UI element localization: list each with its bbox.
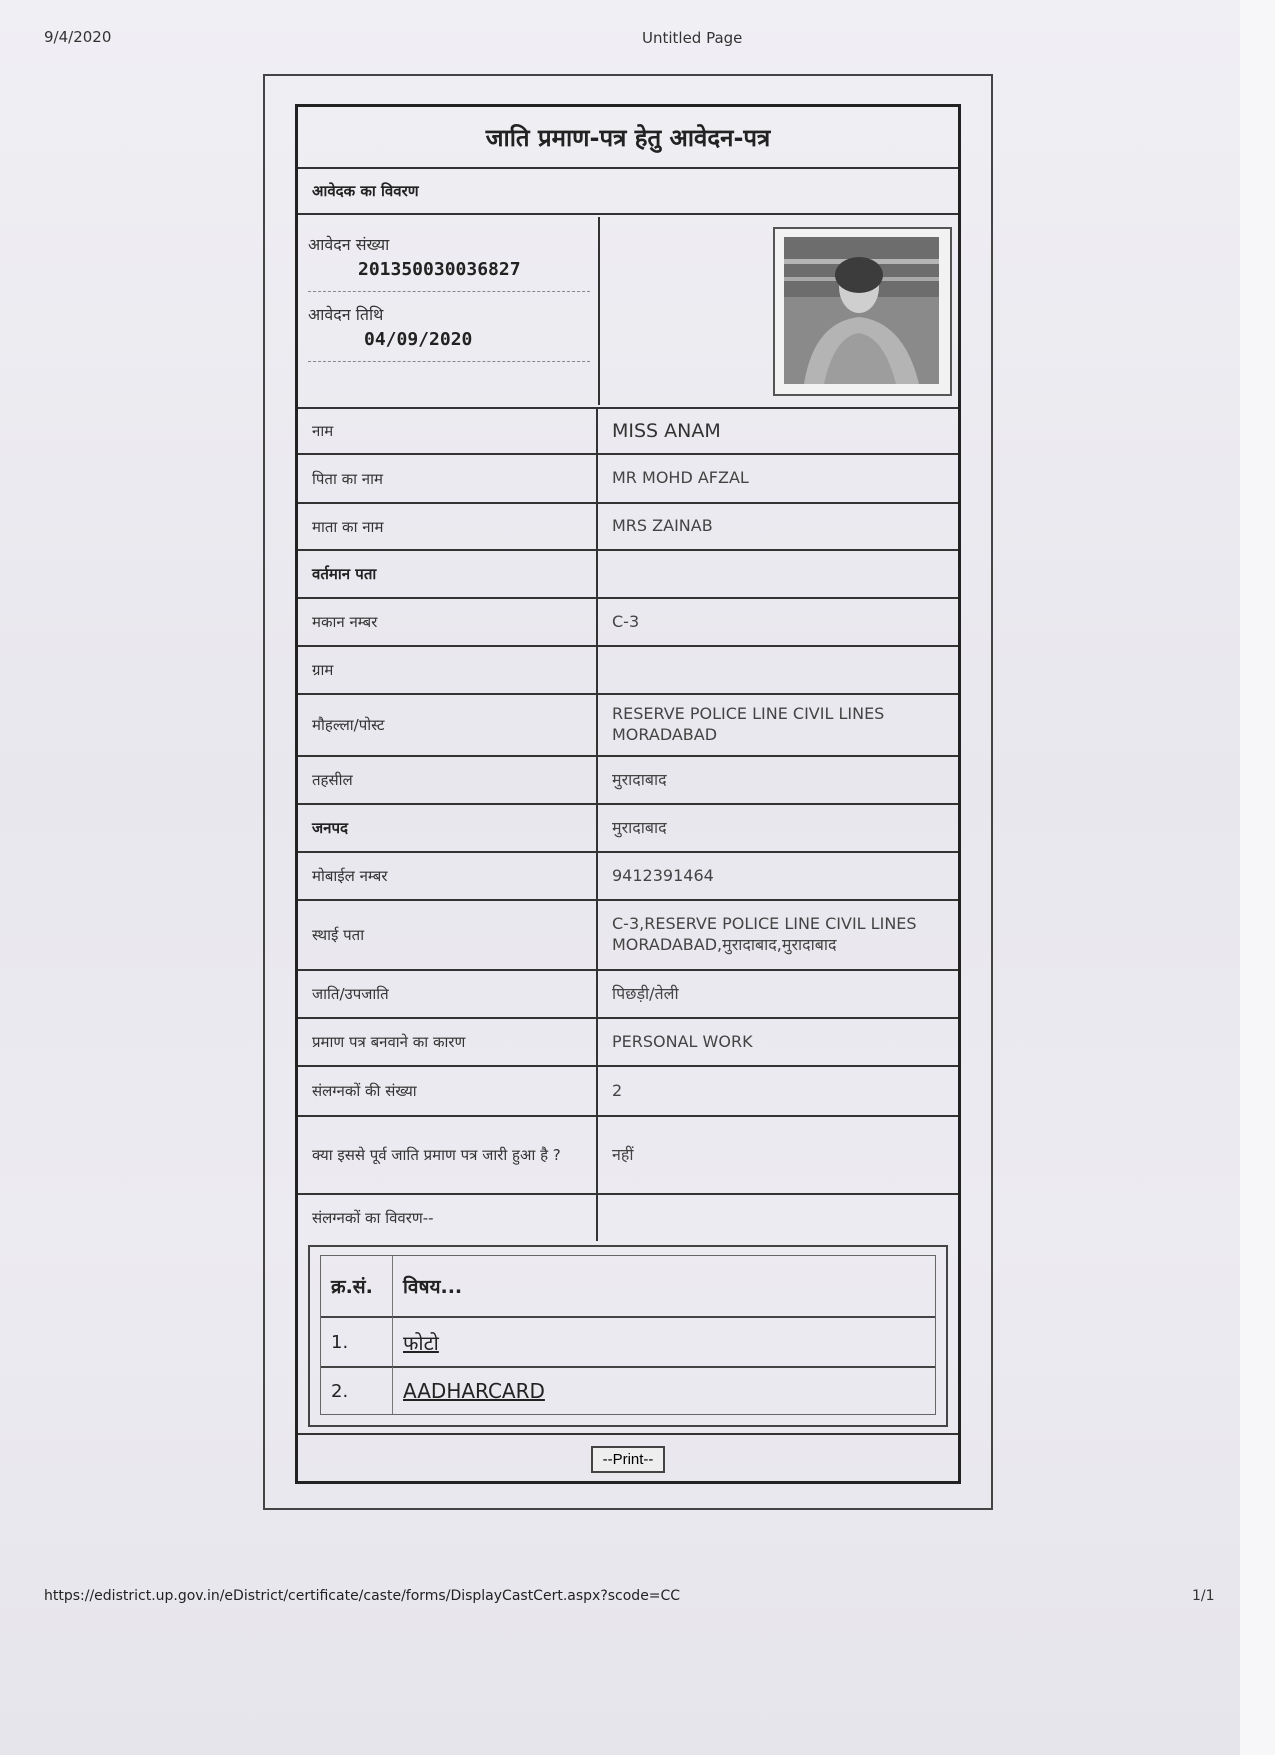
field-value: PERSONAL WORK	[612, 1031, 753, 1051]
table-row	[393, 1366, 935, 1414]
application-number: 201350030036827	[358, 259, 521, 280]
field-value	[598, 551, 958, 597]
field-label: स्थाई पता	[298, 901, 598, 969]
field-value: पिछड़ी/तेली	[612, 983, 679, 1003]
field-row-village	[298, 645, 958, 693]
table-row	[393, 1316, 935, 1366]
print-date: 9/4/2020	[44, 28, 112, 46]
field-row-father-name	[298, 453, 958, 502]
print-row	[298, 1433, 958, 1483]
column-header-subject: विषय...	[403, 1276, 463, 1298]
field-row-tehsil	[298, 755, 958, 803]
field-value: C-3,RESERVE POLICE LINE CIVIL LINES MORADABAD,मुरादाबाद,मुरादाबाद	[612, 914, 917, 954]
field-value: 9412391464	[612, 865, 714, 885]
field-row-reason	[298, 1017, 958, 1065]
field-value: नहीं	[612, 1144, 634, 1164]
field-row-name	[298, 407, 958, 453]
field-value: मुरादाबाद	[612, 817, 667, 837]
attachments-table-frame	[308, 1245, 948, 1427]
field-label: माता का नाम	[298, 504, 598, 549]
applicant-photo	[784, 237, 939, 384]
divider	[308, 361, 590, 362]
field-row-caste	[298, 969, 958, 1017]
field-label: जाति/उपजाति	[298, 971, 598, 1017]
field-value: C-3	[612, 611, 640, 631]
field-row-attachment-details	[298, 1193, 958, 1241]
field-label: संलग्नकों का विवरण--	[298, 1195, 598, 1241]
person-photo-icon	[784, 237, 939, 384]
field-value: 2	[612, 1080, 623, 1100]
page-url: https://edistrict.up.gov.in/eDistrict/certificate/caste/forms/DisplayCastCert.aspx?scode=CC	[44, 1588, 681, 1604]
field-label: पिता का नाम	[298, 455, 598, 502]
field-row-current-address	[298, 549, 958, 597]
print-button[interactable]: --Print--	[591, 1446, 666, 1473]
field-value: MISS ANAM	[612, 419, 721, 442]
application-date: 04/09/2020	[364, 329, 473, 350]
attachment-serial: 1.	[321, 1316, 393, 1366]
field-value: RESERVE POLICE LINE CIVIL LINES MORADABAD	[612, 704, 885, 744]
field-row-attachment-count	[298, 1065, 958, 1115]
page-number: 1/1	[1192, 1588, 1215, 1604]
field-value	[598, 1195, 958, 1241]
field-label: ग्राम	[298, 647, 598, 693]
field-label: तहसील	[298, 757, 598, 803]
applicant-photo-frame	[773, 227, 952, 396]
scan-edge	[1240, 0, 1275, 1755]
field-label: प्रमाण पत्र बनवाने का कारण	[298, 1019, 598, 1065]
field-row-previous-certificate	[298, 1115, 958, 1193]
field-label: मकान नम्बर	[298, 599, 598, 645]
field-row-house-number	[298, 597, 958, 645]
field-row-district	[298, 803, 958, 851]
field-label: जनपद	[298, 805, 598, 851]
field-label: संलग्नकों की संख्या	[298, 1067, 598, 1115]
attachment-link-aadharcard[interactable]: AADHARCARD	[403, 1379, 545, 1403]
field-label: क्या इससे पूर्व जाति प्रमाण पत्र जारी हुआ है ?	[298, 1117, 598, 1193]
divider	[308, 291, 590, 292]
application-info	[298, 217, 600, 405]
field-row-permanent-address	[298, 899, 958, 969]
field-label: नाम	[298, 409, 598, 453]
application-number-label: आवेदन संख्या	[308, 235, 390, 254]
form-title: जाति प्रमाण-पत्र हेतु आवेदन-पत्र	[298, 107, 958, 169]
caste-certificate-form	[295, 104, 961, 1484]
page-title: Untitled Page	[642, 29, 743, 47]
field-row-mobile	[298, 851, 958, 899]
field-value	[598, 647, 958, 693]
field-value: मुरादाबाद	[612, 769, 667, 789]
field-value: MR MOHD AFZAL	[612, 468, 749, 488]
field-label: वर्तमान पता	[298, 551, 598, 597]
field-label: मोबाईल नम्बर	[298, 853, 598, 899]
field-row-locality	[298, 693, 958, 755]
application-date-label: आवेदन तिथि	[308, 305, 384, 324]
field-row-mother-name	[298, 502, 958, 549]
attachment-serial: 2.	[321, 1366, 393, 1414]
section-heading: आवेदक का विवरण	[298, 169, 958, 215]
column-header-serial: क्र.सं.	[321, 1256, 393, 1316]
attachment-link-photo[interactable]: फोटो	[403, 1330, 439, 1355]
field-value: MRS ZAINAB	[612, 516, 713, 536]
attachments-table	[320, 1255, 936, 1415]
field-label: मौहल्ला/पोस्ट	[298, 695, 598, 755]
